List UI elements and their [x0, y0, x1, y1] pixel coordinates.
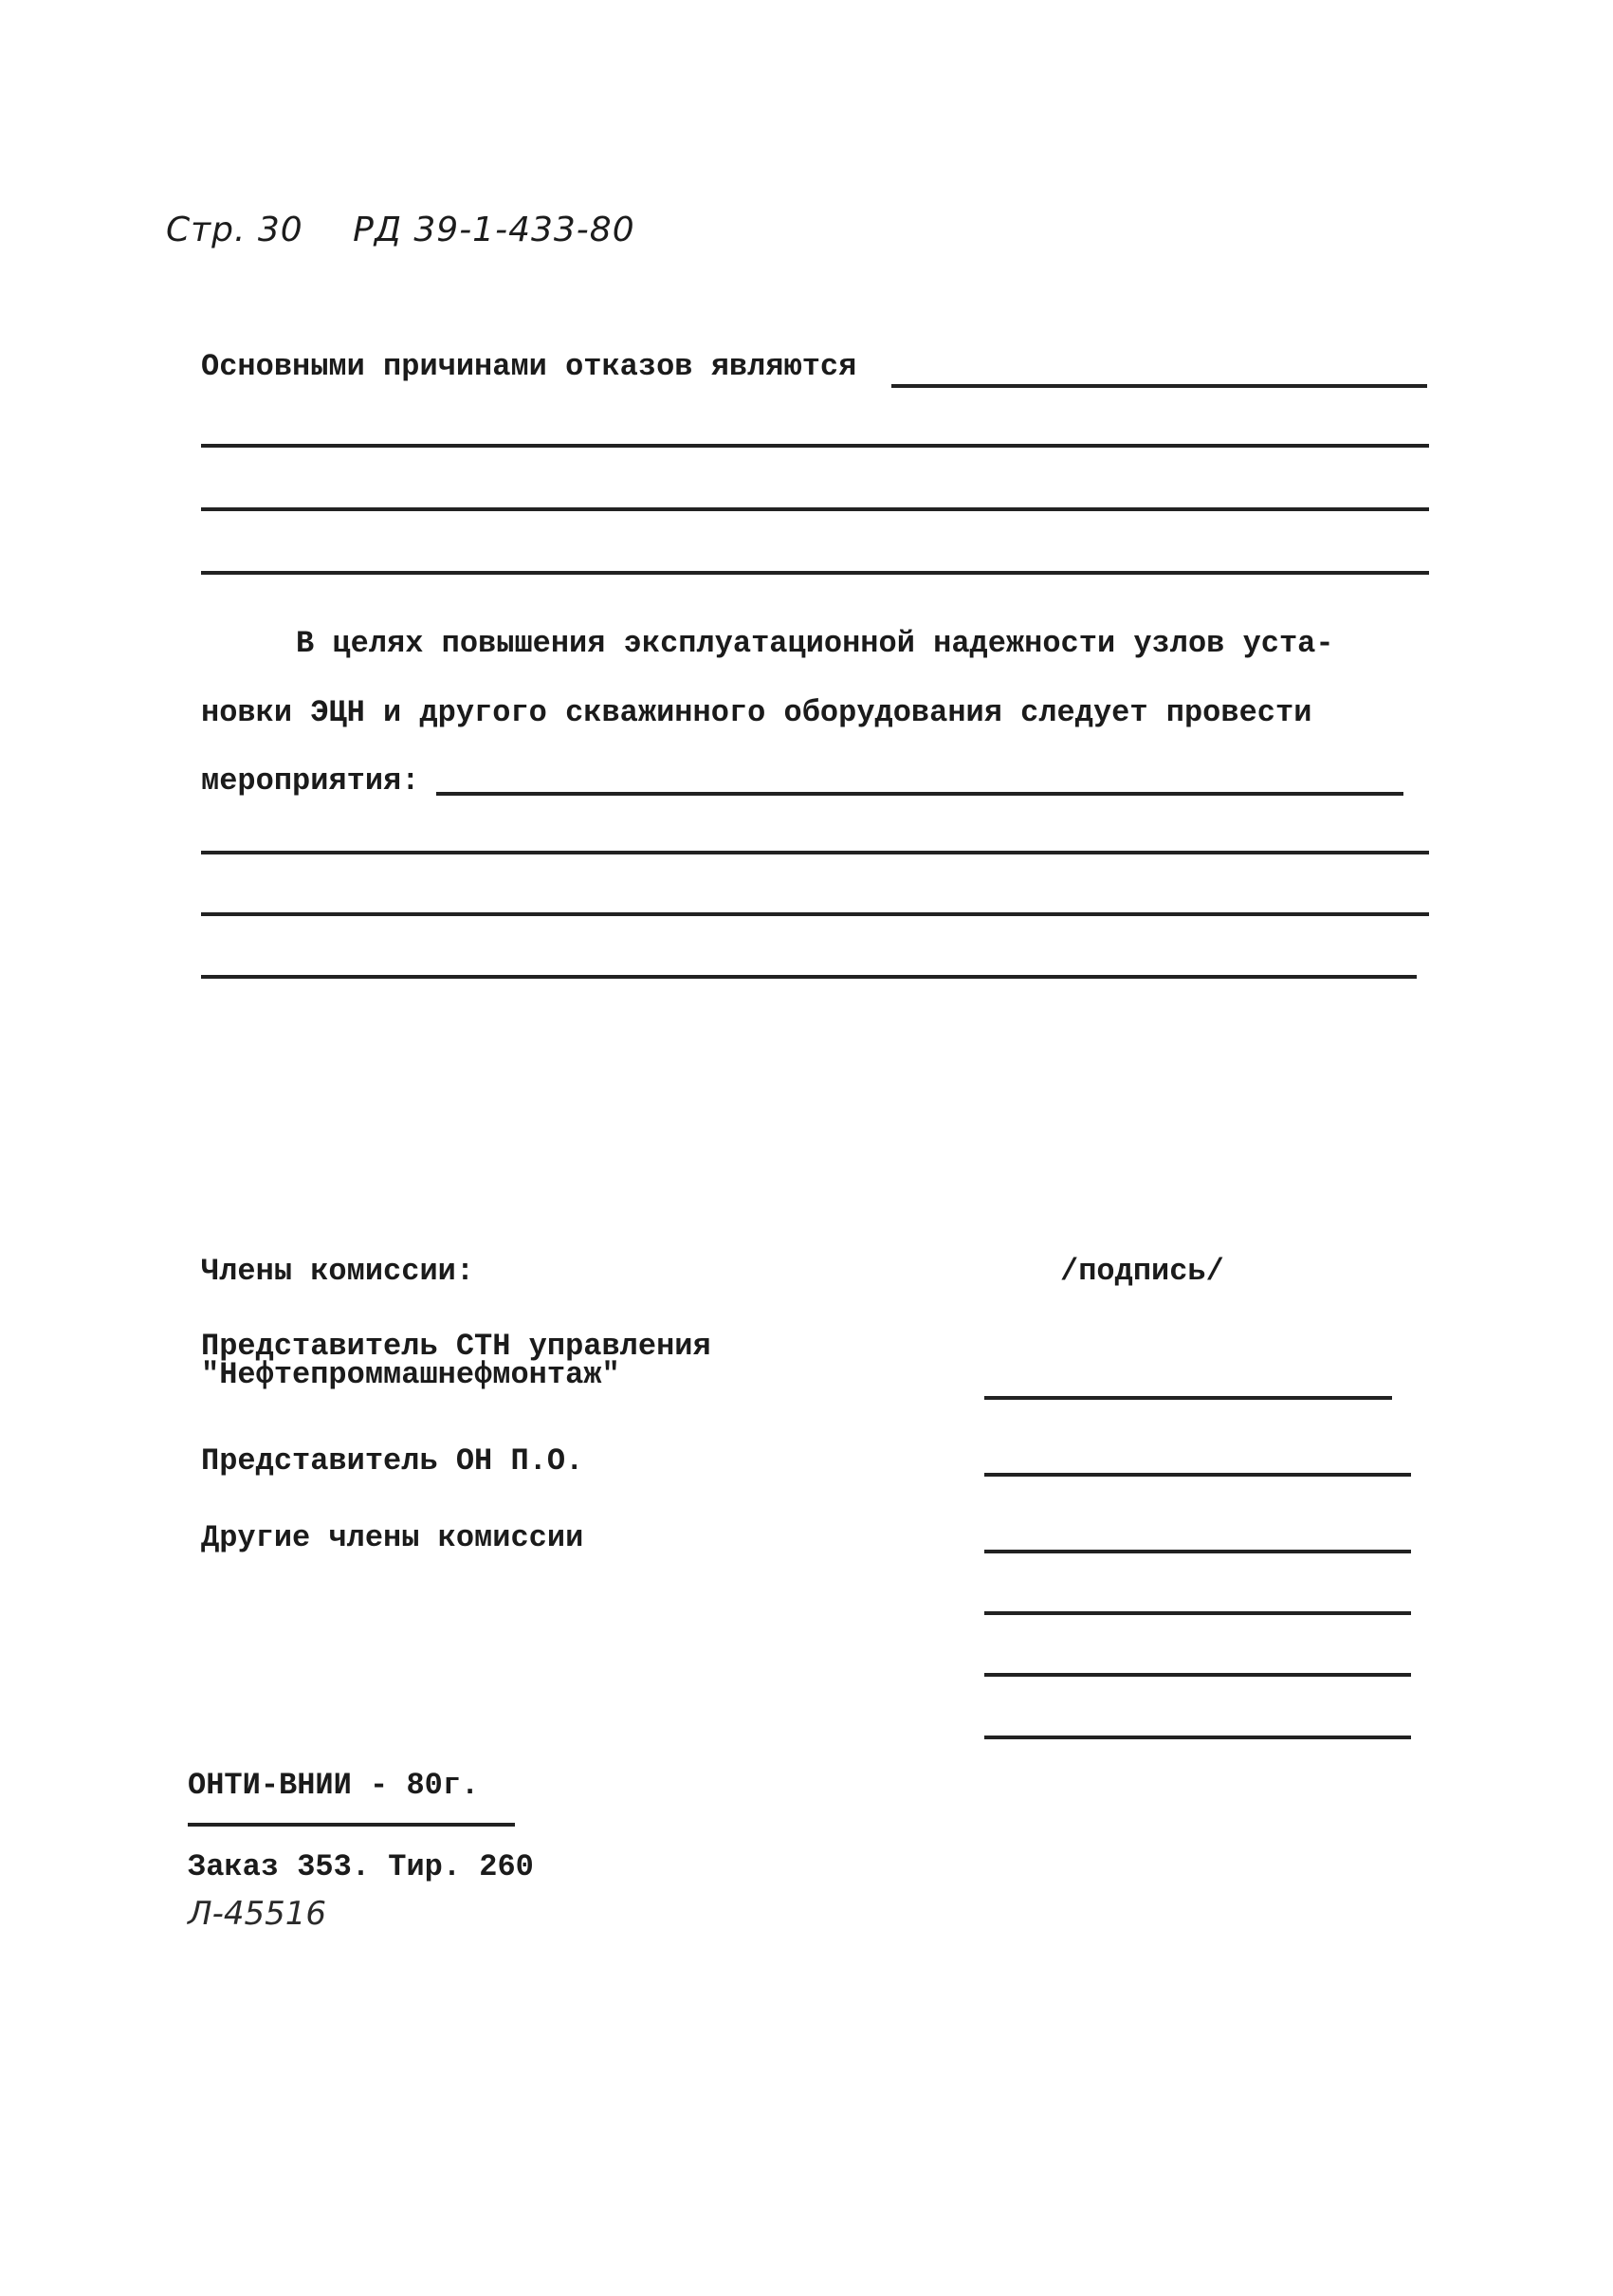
publisher-imprint: ОНТИ-ВНИИ - 80г. [188, 1768, 480, 1803]
commission-title: Члены комиссии: [201, 1254, 475, 1289]
commission-others: Другие члены комиссии [201, 1520, 584, 1555]
document-code: РД 39-1-433-80 [353, 211, 635, 249]
signature-line-others-1[interactable] [984, 1550, 1411, 1553]
signature-line-rep-on[interactable] [984, 1473, 1411, 1477]
failures-fill-line-1[interactable] [891, 384, 1427, 388]
measures-fill-line-3[interactable] [201, 912, 1429, 916]
commission-rep-on: Представитель ОН П.О. [201, 1443, 584, 1479]
signature-column-label: /подпись/ [1060, 1254, 1224, 1289]
failures-label: Основными причинами отказов являются [201, 349, 857, 384]
measures-paragraph-line-1: В целях повышения эксплуатационной надежности узлов уста- [296, 626, 1334, 661]
failures-fill-line-4[interactable] [201, 571, 1429, 575]
measures-paragraph-line-2: новки ЭЦН и другого скважинного оборудования следует провести [201, 695, 1312, 730]
commission-rep-stn [201, 1329, 711, 1392]
registration-number: Л-45516 [188, 1895, 326, 1933]
signature-line-others-2[interactable] [984, 1611, 1411, 1615]
measures-fill-line-4[interactable] [201, 975, 1417, 979]
signature-line-rep-stn[interactable] [984, 1396, 1392, 1400]
imprint-divider [188, 1823, 515, 1827]
failures-fill-line-2[interactable] [201, 444, 1429, 448]
measures-fill-line-1[interactable] [436, 792, 1403, 796]
measures-label: мероприятия: [201, 763, 420, 799]
signature-line-others-4[interactable] [984, 1736, 1411, 1739]
failures-fill-line-3[interactable] [201, 507, 1429, 511]
page-header [166, 211, 635, 249]
measures-fill-line-2[interactable] [201, 851, 1429, 854]
order-info: Заказ 353. Тир. 260 [188, 1849, 534, 1884]
rep-stn-line-2: "Нефтепроммашнефмонтаж" [201, 1357, 620, 1392]
signature-line-others-3[interactable] [984, 1673, 1411, 1677]
page-number-label: Стр. 30 [166, 211, 303, 249]
rep-stn-line-1: Представитель СТН управления [201, 1329, 711, 1364]
